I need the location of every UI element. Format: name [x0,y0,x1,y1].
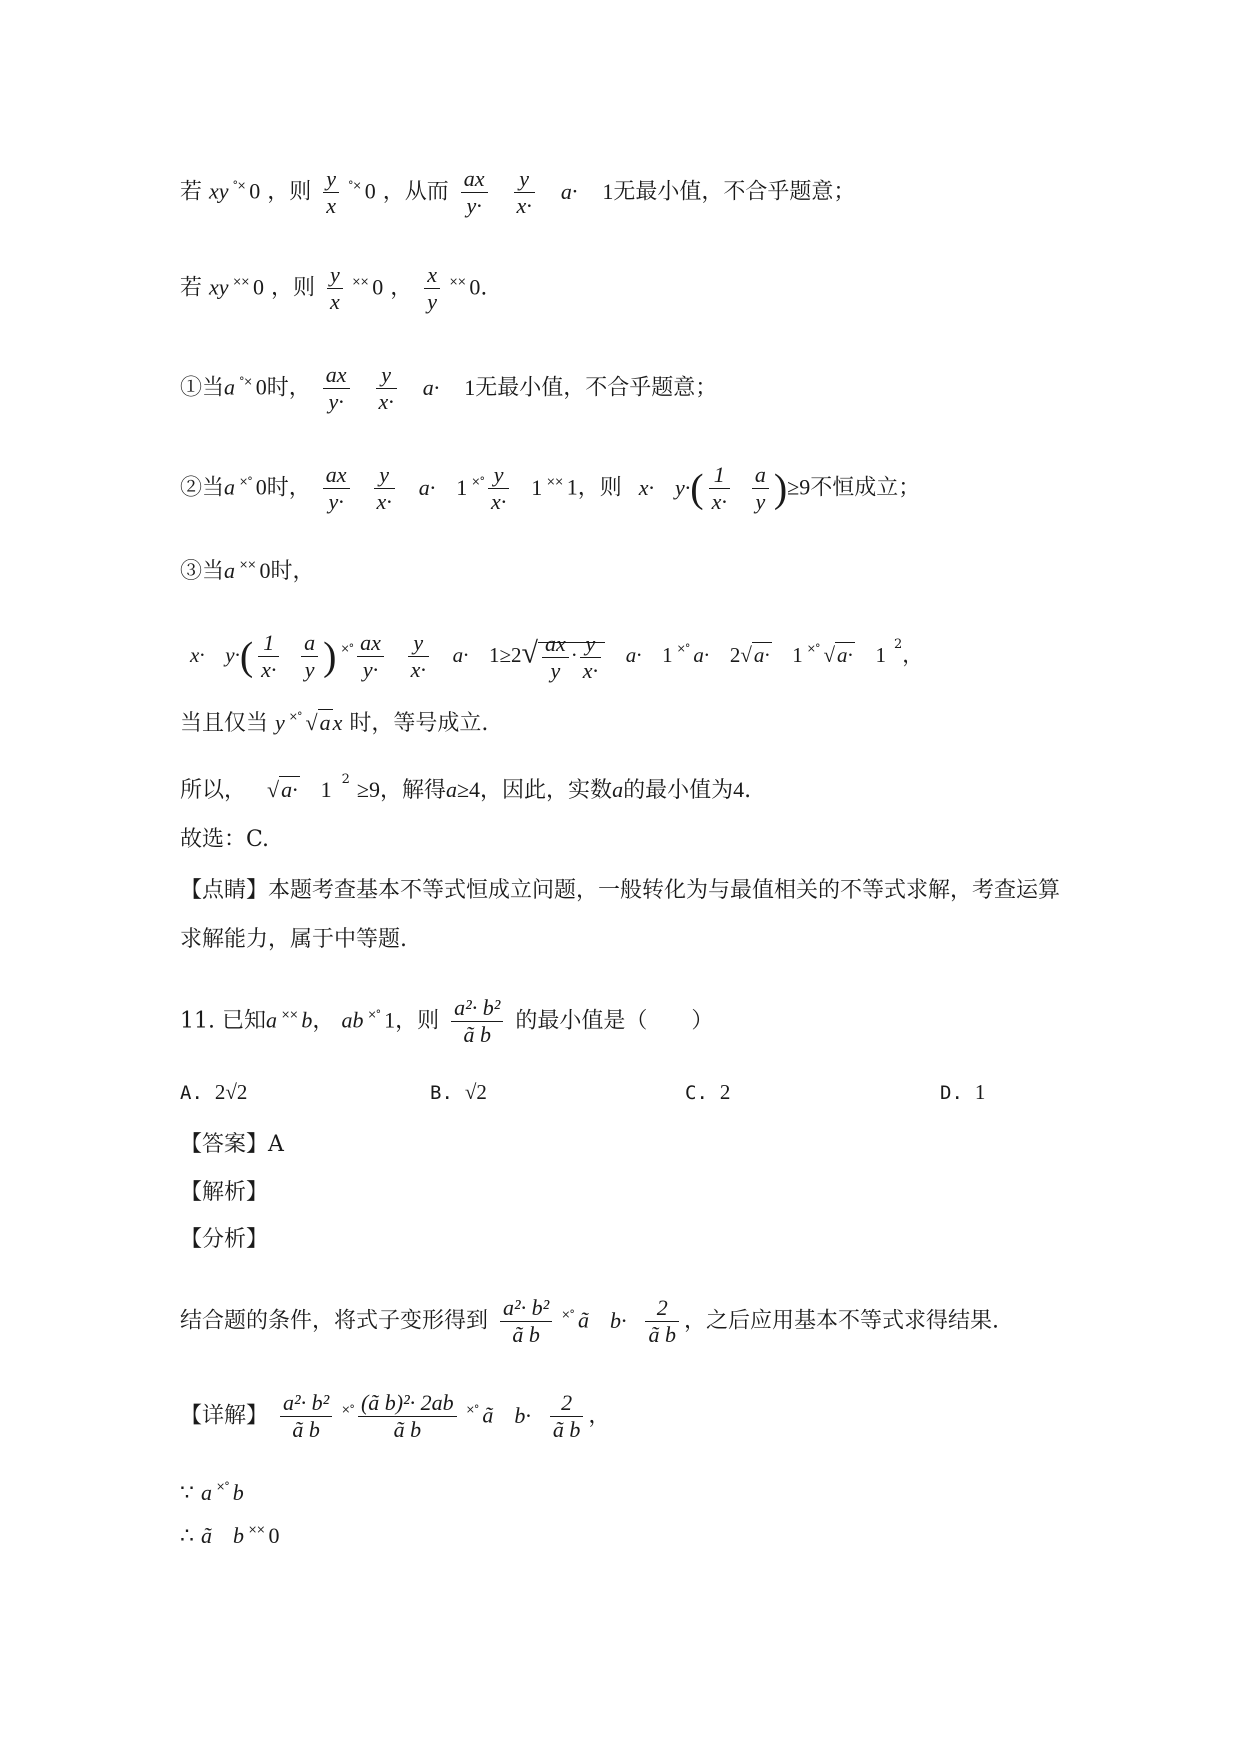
denominator: x· [491,489,507,514]
numerator: ax [461,166,488,193]
fraction [451,995,503,1048]
math-num: 2 [729,643,741,667]
fraction [461,166,488,219]
fraction [500,1295,552,1348]
denominator: y [755,489,766,514]
text: 时， [266,375,311,401]
text: ②当 [180,475,225,501]
garbled-glyph: °× [348,178,361,192]
line-17 [180,1390,610,1443]
math-num: 0 [259,558,271,583]
text: 结合题的条件，将式子变形得到 [180,1308,489,1334]
line-16 [180,1295,999,1348]
math-var: a [612,777,624,802]
text: ， [902,643,924,667]
math-var: y· [674,474,691,500]
math-num: 0 [372,274,384,300]
text: 的最小值为 [623,778,734,803]
math-num: 1 [602,178,614,204]
line-4 [180,462,920,515]
garbled-glyph: ×× [448,274,466,288]
denominator: ã b [463,1022,492,1047]
garbled-glyph: ×° [288,710,302,723]
text: 所以， [180,778,247,803]
denominator: x [326,193,337,218]
math-var: xy [209,178,229,204]
radical-sign-icon: √ [823,643,836,667]
math-num: 0 [255,474,267,500]
math-dot: · [571,178,578,204]
numerator: 1 [709,462,730,489]
fraction [645,1295,679,1348]
numerator: y [376,362,397,389]
math-var: a [224,374,236,400]
text: 当且仅当 [180,711,269,736]
denominator: ã b [393,1417,422,1442]
numerator: a²· b² [280,1390,332,1417]
math-op: ≥ [456,777,470,802]
question-11 [180,995,713,1048]
answer-options [180,1080,1040,1114]
numerator: y [408,630,429,657]
denominator: x· [376,489,392,514]
text: ①当 [180,375,225,401]
denominator: ã b [292,1417,320,1442]
garbled-glyph: ×× [232,274,249,288]
numerator: y [514,166,535,193]
math-num: 1 [531,474,543,500]
denominator: x· [516,193,532,218]
text: ③当 [180,559,225,584]
radicand: a [319,710,331,735]
denominator: x [330,289,340,314]
line-11: 求解能力，属于中等题. [180,927,407,952]
denominator: x· [410,657,426,682]
radicand [538,630,605,683]
math-op: · [570,643,578,667]
math-num: 0 [364,178,376,204]
garbled-glyph: ×° [465,1402,479,1416]
radical-sign-icon: √ [267,777,280,802]
therefore-icon: ∴ [180,1524,194,1549]
numerator: a²· b² [500,1295,552,1322]
text: ， [312,1008,335,1034]
radical-sign-icon: √ [521,636,539,669]
math-num: 9 [799,474,811,500]
text: ，因此，实数 [480,778,613,803]
fraction [327,262,343,315]
fraction [752,462,769,515]
fraction [358,1390,457,1443]
garbled-glyph: ×× [351,274,369,288]
math-op: ≥ [787,474,800,500]
math-var: a· [452,643,469,667]
text: 时，等号成立. [349,711,489,736]
math-var: a [224,558,236,583]
square-root [522,631,606,684]
fraction [376,362,397,415]
fraction [323,362,350,415]
option-label: D. [940,1082,963,1104]
numerator: x [424,262,440,289]
math-var: a· [418,474,436,500]
line-7 [180,702,488,739]
fraction [542,631,569,684]
fenxi-heading: 【分析】 [180,1227,269,1252]
line-19 [180,1515,279,1552]
fraction [424,262,440,315]
math-var: ã [201,1523,212,1548]
denominator: y· [466,193,482,218]
square-root [740,640,771,670]
math-num: 9 [368,777,380,802]
garbled-glyph: ×× [248,1523,265,1536]
math-num: 1 [566,474,578,500]
denominator: y· [362,657,379,682]
math-num: 4 [733,777,745,802]
text: 的最小值是（ ） [515,1008,714,1034]
denominator: x· [378,389,394,414]
fraction [514,166,535,219]
text: 无最小值，不合乎题意； [475,375,718,401]
garbled-glyph: °× [232,178,246,192]
numerator: ax [542,631,569,658]
text: 【详解】 [180,1403,269,1429]
numerator: 2 [645,1295,679,1322]
square-root [306,708,333,738]
text: ，从而 [382,179,449,205]
denominator: ã b [648,1322,676,1347]
math-num: 0 [268,1523,280,1548]
square-root [267,775,300,805]
denominator: x· [582,657,599,683]
fraction [550,1390,584,1443]
math-var: a [560,178,572,204]
math-num: 1 [384,1007,396,1033]
numerator: ax [323,362,350,389]
option-label: A. [180,1082,203,1104]
math-var: a· [422,374,440,400]
line-1 [180,166,855,219]
line-2 [180,262,487,315]
math-var: a [224,474,236,500]
option-a [180,1080,247,1105]
option-b [430,1080,487,1105]
denominator: y· [328,389,344,414]
math-var: b· [609,1307,627,1333]
radical-sign-icon: √ [305,710,318,735]
left-paren-icon: ( [690,465,704,511]
math-num: 1 [464,374,476,400]
analysis-heading: 【解析】 [180,1180,269,1205]
option-value: 2√2 [214,1080,248,1104]
denominator: x· [261,657,277,682]
math-var: a [201,1480,212,1505]
line-3 [180,362,717,415]
denominator: ã b [552,1417,581,1442]
line-8 [180,765,751,806]
math-var: y [275,710,285,735]
garbled-glyph: ×° [216,1480,229,1493]
denominator: y [427,289,437,314]
superscript: 2 [341,772,350,787]
text: ， [588,1403,611,1429]
fraction [408,630,429,683]
text: ，则 [267,179,312,205]
option-c [685,1080,730,1105]
because-icon: ∵ [180,1481,194,1506]
right-paren-icon: ) [323,633,337,679]
option-label: B. [430,1082,453,1104]
math-var: xy [209,274,229,300]
numerator: y [580,631,601,658]
line-5 [180,550,314,587]
option-d [940,1080,985,1105]
math-var: b [233,1523,244,1548]
garbled-glyph: ×° [471,474,484,488]
option-value: 1 [974,1080,986,1104]
numerator: y [374,462,395,489]
denominator: ã b [512,1322,540,1347]
math-num: 1 [792,643,803,667]
math-var: ã [577,1307,589,1333]
text: 不恒成立； [810,475,921,501]
math-num: 1 [456,474,468,500]
fraction [374,462,395,515]
math-num: 4 [469,777,481,802]
math-op: ≥ [356,777,369,802]
text: 若 [180,179,203,205]
fraction [357,630,384,683]
text: ，解得 [379,778,446,803]
text: ，则 [577,475,622,501]
radical-sign-icon: √ [740,643,752,667]
text: 无最小值，不合乎题意； [613,179,856,205]
numerator: y [327,262,343,289]
denominator: x· [711,489,727,514]
math-var: x· [190,643,205,667]
fraction [301,630,318,683]
text: ，则 [270,275,315,301]
numerator: ax [323,462,350,489]
fraction [280,1390,332,1443]
math-num: 0 [249,178,261,204]
numerator: a [752,462,769,489]
radicand: a· [281,777,298,802]
text: . [744,778,752,803]
numerator: a²· b² [451,995,503,1022]
garbled-glyph: ×° [340,642,354,655]
option-value: √2 [464,1080,487,1104]
math-var: b [301,1007,313,1033]
numerator: 2 [550,1390,584,1417]
math-var: a· [693,643,710,667]
line-18 [180,1472,244,1509]
text: ，则 [395,1008,440,1034]
radicand: a· [837,643,853,667]
text: . [480,275,488,301]
math-var: y· [225,643,240,667]
fraction [323,166,339,219]
text: ，之后应用基本不等式求得结果. [683,1308,999,1334]
math-num: 1 [489,643,500,667]
math-num: 1 [875,643,886,667]
math-var: ab [341,1007,364,1033]
garbled-glyph: ×° [239,474,252,488]
denominator: y [550,657,561,683]
fraction [258,630,279,683]
garbled-glyph: °× [239,374,252,388]
text: 时， [266,475,311,501]
fraction [488,462,509,515]
text: 11. 已知 [180,1008,266,1034]
square-root [824,640,855,670]
superscript: 2 [893,637,903,652]
option-label: C. [685,1082,708,1104]
garbled-glyph: ×° [341,1402,354,1416]
garbled-glyph: ×× [546,474,563,488]
math-var: b· [514,1402,531,1428]
radicand: a· [753,643,770,667]
math-num: 0 [469,274,481,300]
fraction [323,462,350,515]
garbled-glyph: ×× [239,558,256,571]
math-var: x [332,710,343,735]
text: ， [390,275,413,301]
garbled-glyph: ×° [806,642,820,655]
math-num: 1 [662,643,673,667]
left-paren-icon: ( [239,633,254,679]
line-6 [190,630,923,684]
line-10: 【点睛】本题考查基本不等式恒成立问题，一般转化为与最值相关的不等式求解，考查运算 [180,878,1061,903]
math-var: a· [625,643,642,667]
line-9: 故选：C. [180,827,270,852]
numerator: y [488,462,509,489]
math-num: 0 [252,274,264,300]
math-num: 2 [511,643,522,667]
answer-line: 【答案】A [180,1132,284,1157]
text: 时， [270,559,315,584]
option-value: 2 [719,1080,731,1104]
numerator: ax [357,630,384,657]
math-num: 0 [255,374,267,400]
numerator: 1 [258,630,279,657]
math-var: ã [482,1402,494,1428]
math-var: a [445,777,457,802]
math-var: x· [638,474,654,500]
numerator: a [301,630,318,657]
denominator: y· [328,489,344,514]
text: 若 [180,275,203,301]
math-op: ≥ [499,643,512,667]
math-num: 1 [320,777,332,802]
fraction [709,462,730,515]
right-paren-icon: ) [773,465,788,511]
garbled-glyph: ×° [561,1307,574,1321]
math-var: a [265,1007,277,1033]
numerator: (ã b)²· 2ab [358,1390,457,1417]
fraction [580,631,601,684]
garbled-glyph: ×× [280,1007,298,1021]
math-var: b [232,1480,244,1505]
numerator: y [323,166,339,193]
denominator: y [304,657,315,682]
garbled-glyph: ×° [367,1007,381,1021]
garbled-glyph: ×° [676,642,690,655]
